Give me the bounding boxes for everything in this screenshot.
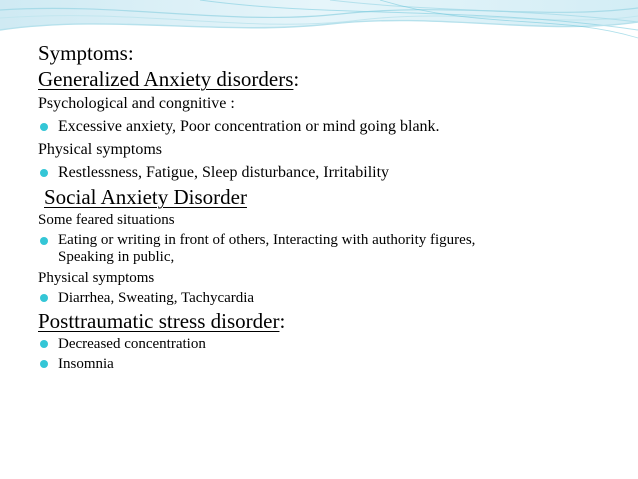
sad-heading: [38, 184, 623, 210]
gad-heading-text: Generalized Anxiety disorders: [38, 67, 294, 91]
gad-heading-colon: :: [293, 67, 300, 91]
ptsd-bullet-1-text: Decreased concentration: [58, 336, 206, 352]
sad-bullet-2: [38, 288, 623, 308]
gad-bullet-2-text: Restlessness, Fatigue, Sleep disturbance, Irritability: [58, 164, 390, 181]
physical-label-1: [38, 138, 623, 161]
sad-bullet-1: [38, 232, 528, 266]
ptsd-bullet-2: [38, 354, 623, 374]
bullet-dot-icon: [40, 294, 48, 302]
gad-bullet-2: [38, 161, 623, 184]
psych-label-text: Psychological and congnitive :: [38, 95, 235, 112]
physical-label-2: [38, 268, 623, 288]
physical-label-1-text: Physical symptoms: [38, 141, 163, 158]
ptsd-heading-text: Posttraumatic stress disorder: [38, 309, 280, 333]
gad-heading: [38, 66, 623, 92]
bullet-dot-icon: [40, 237, 48, 245]
bullet-dot-icon: [40, 169, 48, 177]
sad-heading-text: Social Anxiety Disorder: [44, 185, 247, 209]
physical-label-2-text: Physical symptoms: [38, 270, 155, 286]
bullet-dot-icon: [40, 340, 48, 348]
feared-label: [38, 210, 623, 230]
bullet-dot-icon: [40, 360, 48, 368]
feared-label-text: Some feared situations: [38, 212, 175, 228]
psych-label: [38, 92, 623, 115]
slide-body: [38, 40, 623, 374]
gad-bullet-1: [38, 115, 623, 138]
gad-bullet-1-text: Excessive anxiety, Poor concentration or mind going blank.: [58, 118, 440, 135]
ptsd-heading: [38, 308, 623, 334]
symptoms-heading: [38, 40, 623, 66]
ptsd-heading-colon: :: [279, 309, 286, 333]
ptsd-bullet-2-text: Insomnia: [58, 356, 114, 372]
sad-bullet-2-text: Diarrhea, Sweating, Tachycardia: [58, 290, 255, 306]
bullet-dot-icon: [40, 123, 48, 131]
ptsd-bullet-1: [38, 334, 623, 354]
symptoms-heading-text: Symptoms:: [38, 41, 134, 65]
sad-bullet-1-text: Eating or writing in front of others, Interacting with authority figures, Speaking in public,: [58, 232, 476, 265]
